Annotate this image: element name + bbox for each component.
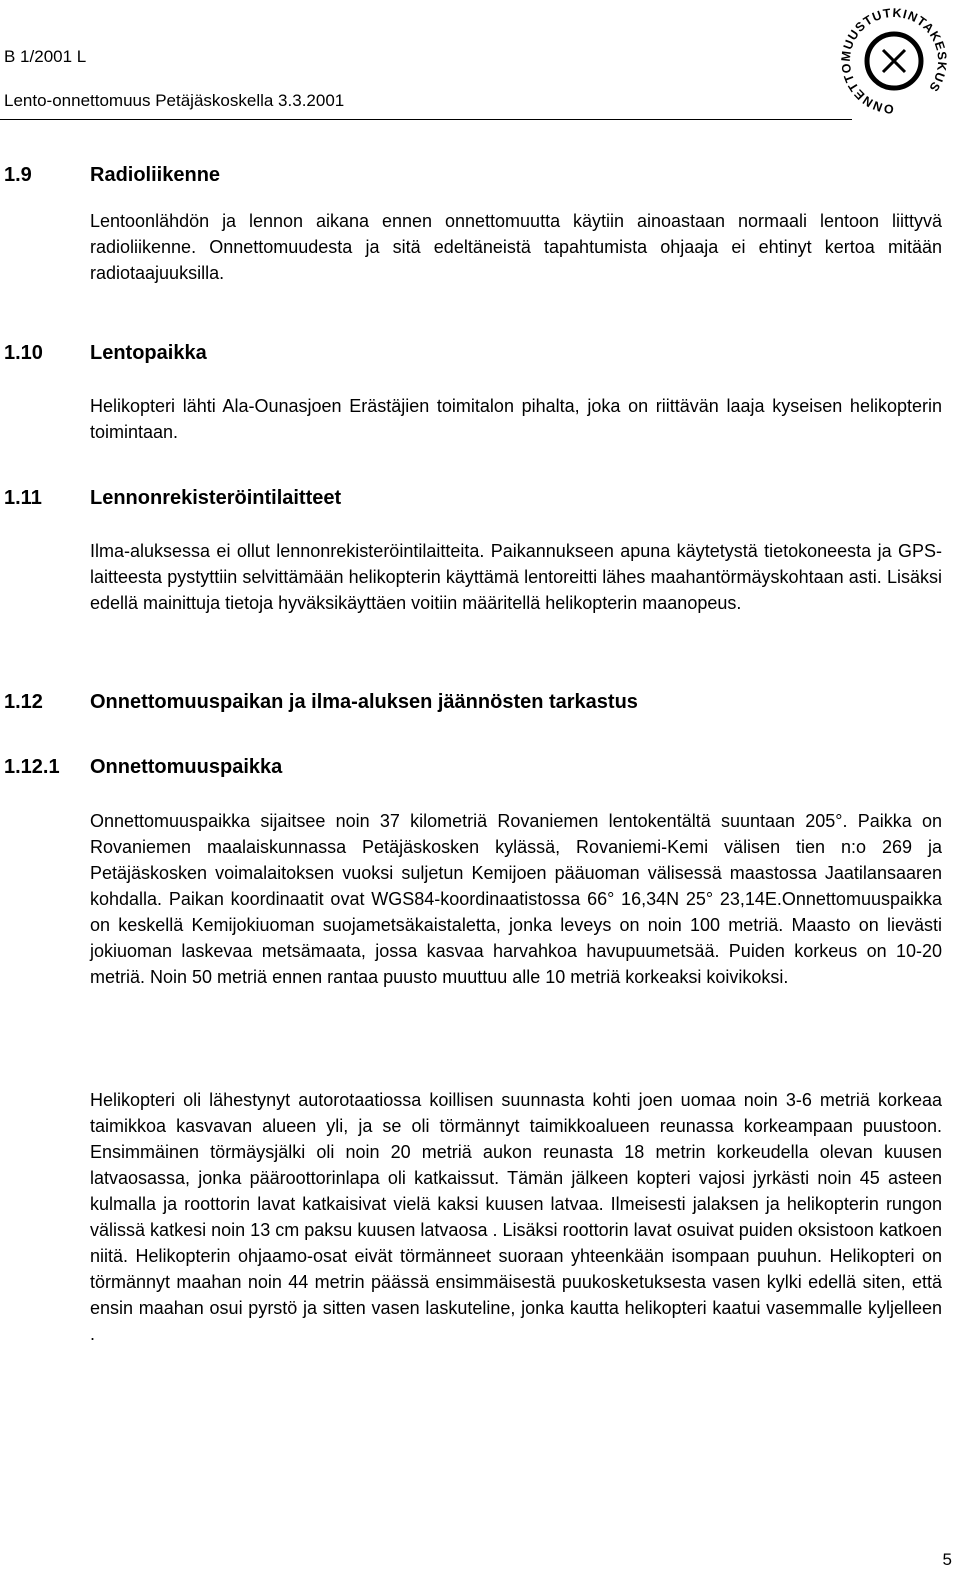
section-heading-1-12	[4, 690, 638, 714]
section-title: Lentopaikka	[90, 342, 207, 364]
section-title: Lennonrekisteröintilaitteet	[90, 487, 342, 509]
header-rule	[0, 119, 852, 120]
page-number: 5	[942, 1550, 952, 1569]
section-number: 1.10	[4, 342, 43, 364]
paragraph-radioliikenne: Lentoonlähdön ja lennon aikana ennen onnettomuutta käytiin ainoastaan normaali lentoon liittyvä radioliikenne. Onnettomuudesta ja sitä edeltäneistä tapahtumista ohjaaja ei ehtinyt kertoa mitään radiotaajuuksilla.	[90, 211, 942, 283]
section-heading-1-9	[4, 163, 220, 187]
section-heading-1-12-1	[4, 755, 282, 779]
doc-id: B 1/2001 L	[4, 47, 87, 66]
paragraph-lentopaikka: Helikopteri lähti Ala-Ounasjoen Erästäjien toimitalon pihalta, joka on riittävän laaja kyseisen helikopterin toimintaan.	[90, 396, 942, 442]
section-title: Onnettomuuspaikka	[90, 756, 283, 778]
svg-text:ONNETTOMUUSTUTKINTAKESKUS: ONNETTOMUUSTUTKINTAKESKUS	[838, 5, 950, 117]
section-heading-1-10	[4, 341, 207, 365]
paragraph-lennonrekisterointi: Ilma-aluksessa ei ollut lennonrekisteröintilaitteita. Paikannukseen apuna käytetystä tietokoneesta ja GPS-laitteesta pystyttiin selvittämään helikopterin käyttämä lentoreitti lähes maahantörmäyskohtaan asti. Lisäksi edellä mainittuja tietoja hyväksikäyttäen voitiin määritellä helikopterin maanopeus.	[90, 541, 942, 613]
section-heading-1-11	[4, 486, 341, 510]
section-number: 1.12.1	[4, 756, 60, 778]
section-title: Radioliikenne	[90, 164, 221, 186]
paragraph-onnettomuuspaikka-1: Onnettomuuspaikka sijaitsee noin 37 kilometriä Rovaniemen lentokentältä suuntaan 205°. Paikka on Rovaniemen maalaiskunnassa Petäjäskosken kylässä, Rovaniemi-Kemi välisen tien n:o 269 ja Petäjäskosken voimalaitoksen vuoksi suljetun Kemijoen pääuoman välisessä maastossa Jaatilansaaren kohdalla. Paikan koordinaatit ovat WGS84-koordinaatistossa 66° 16,34N 25° 23,14E.Onnettomuuspaikka on keskellä Kemijokiuoman suojametsäkaistaletta, jonka leveys on noin 100 metriä. Maasto on lievästi jokiuoman laskevaa metsämaata, jossa kasvaa harvahkoa havupuumetsää. Puiden korkeus on 10-20 metriä. Noin 50 metriä ennen rantaa puusto muuttuu alle 10 metriä korkeaksi koivikoksi.	[90, 811, 942, 987]
section-number: 1.9	[4, 164, 32, 186]
paragraph-onnettomuuspaikka-2: Helikopteri oli lähestynyt autorotaatiossa koillisen suunnasta kohti joen uomaa noin 3-6 metriä korkeaa taimikkoa kasvavan alueen yli, ja se oli törmännyt taimikkoalueen reunassa korkeampaan puustoon. Ensimmäinen törmäysjälki oli noin 20 metriä aukon reunasta 18 metrin korkeudella olevan kuusen latvaosassa, jonka pääroottorinlapa oli katkaissut. Tämän jälkeen kopteri vajosi jyrkästi noin 45 asteen kulmalla ja roottorin lavat katkaisivat vielä kaksi kuusen latvaa. Ilmeisesti jalaksen ja helikopterin rungon välissä katkesi noin 13 cm paksu kuusen latvaosa . Lisäksi roottorin lavat osuivat puiden oksistoon katkoen niitä. Helikopterin ohjaamo-osat eivät törmänneet suoraan yhteenkään isompaan puuhun. Helikopteri on törmännyt maahan noin 44 metrin päässä ensimmäisestä puukosketuksesta vasen kylki edellä siten, että ensin maahan osui pyrstö ja sitten vasen laskuteline, jonka kautta helikopteri kaatui vasemmalle kyljelleen .	[90, 1090, 942, 1344]
section-title: Onnettomuuspaikan ja ilma-aluksen jäännösten tarkastus	[90, 691, 638, 713]
doc-subtitle: Lento-onnettomuus Petäjäskoskella 3.3.2001	[4, 91, 345, 110]
section-number: 1.12	[4, 691, 43, 713]
section-number: 1.11	[4, 487, 42, 509]
agency-seal-logo	[831, 2, 957, 120]
